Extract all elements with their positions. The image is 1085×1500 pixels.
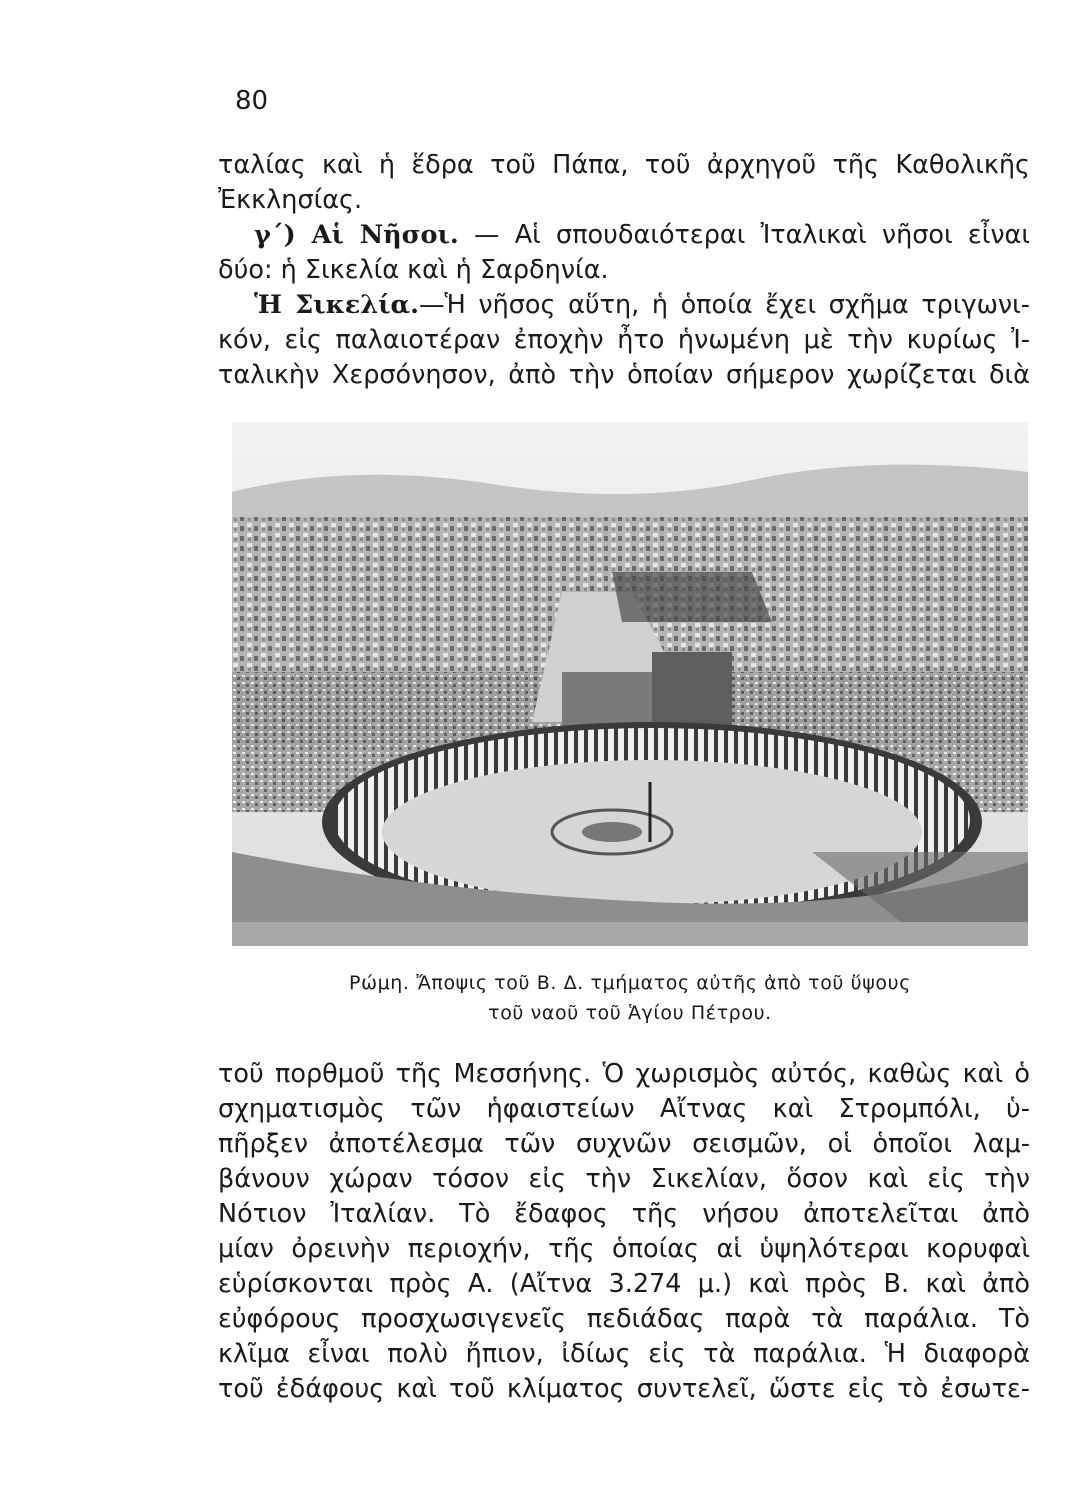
text-line: βάνουν χώραν τόσον εἰς τὴν Σικελίαν, ὅσον καὶ εἰς τὴν — [218, 1164, 1030, 1194]
figure-caption — [232, 968, 1028, 1028]
text-line: κλῖμα εἶναι πολὺ ἤπιον, ἰδίως εἰς τὰ παράλια. Ἡ διαφορὰ — [218, 1339, 1030, 1369]
text-line: σχηματισμὸς τῶν ἡφαιστείων Αἴτνας καὶ Στρομπόλι, ὑ- — [218, 1094, 1030, 1124]
section-heading-nisoi: γ΄) Αἱ Νῆσοι. — [254, 220, 459, 250]
text-line: δύο: ἡ Σικελία καὶ ἡ Σαρδηνία. — [218, 255, 609, 285]
text-line: πῆρξεν ἀποτέλεσμα τῶν συχνῶν σεισμῶν, οἱ ὁποῖοι λαμ- — [218, 1129, 1030, 1159]
text-line: Ἐκκλησίας. — [218, 185, 363, 215]
text-line: κόν, εἰς παλαιοτέραν ἐποχὴν ἦτο ἡνωμένη μὲ τὴν κυρίως Ἰ- — [218, 325, 1030, 355]
text-line: ταλίας καὶ ἡ ἕδρα τοῦ Πάπα, τοῦ ἀρχηγοῦ τῆς Καθολικῆς — [218, 150, 1030, 180]
text-top — [218, 148, 1030, 393]
page-number: 80 — [235, 86, 269, 116]
text-line: Νότιον Ἰταλίαν. Τὸ ἔδαφος τῆς νήσου ἀποτελεῖται ἀπὸ — [218, 1199, 1030, 1229]
caption-line-1: Ρώμη. Ἄποψις τοῦ Β. Δ. τμήματος αὐτῆς ἀπὸ τοῦ ὕψους — [349, 972, 911, 994]
section-heading-line — [218, 288, 1030, 323]
rome-photograph — [232, 422, 1028, 946]
text-line: ταλικὴν Χερσόνησον, ἀπὸ τὴν ὁποίαν σήμερον χωρίζεται διὰ — [218, 360, 1030, 390]
rome-photo-illustration — [232, 422, 1028, 946]
text-bottom — [218, 1057, 1030, 1407]
text-line: τοῦ πορθμοῦ τῆς Μεσσήνης. Ὁ χωρισμὸς αὐτός, καθὼς καὶ ὁ — [218, 1059, 1030, 1089]
section-heading-line — [218, 218, 1030, 253]
text-line: τοῦ ἐδάφους καὶ τοῦ κλίματος συντελεῖ, ὥστε εἰς τὸ ἐσωτε- — [218, 1374, 1030, 1404]
section-heading-sikelia: Ἡ Σικελία. — [254, 290, 419, 320]
text-span: — Αἱ σπουδαιότεραι Ἰταλικαὶ νῆσοι εἶναι — [473, 220, 1030, 250]
text-line: εὐφόρους προσχωσιγενεῖς πεδιάδας παρὰ τὰ παράλια. Τὸ — [218, 1304, 1030, 1334]
caption-line-2: τοῦ ναοῦ τοῦ Ἁγίου Πέτρου. — [488, 1002, 772, 1024]
text-line: εὑρίσκονται πρὸς Α. (Αἴτνα 3.274 μ.) καὶ πρὸς Β. καὶ ἀπὸ — [218, 1269, 1030, 1299]
text-span: —Ἡ νῆσος αὕτη, ἡ ὁποία ἔχει σχῆμα τριγωνι- — [418, 290, 1031, 320]
text-line: μίαν ὀρεινὴν περιοχήν, τῆς ὁποίας αἱ ὑψηλότεραι κορυφαὶ — [218, 1234, 1030, 1264]
